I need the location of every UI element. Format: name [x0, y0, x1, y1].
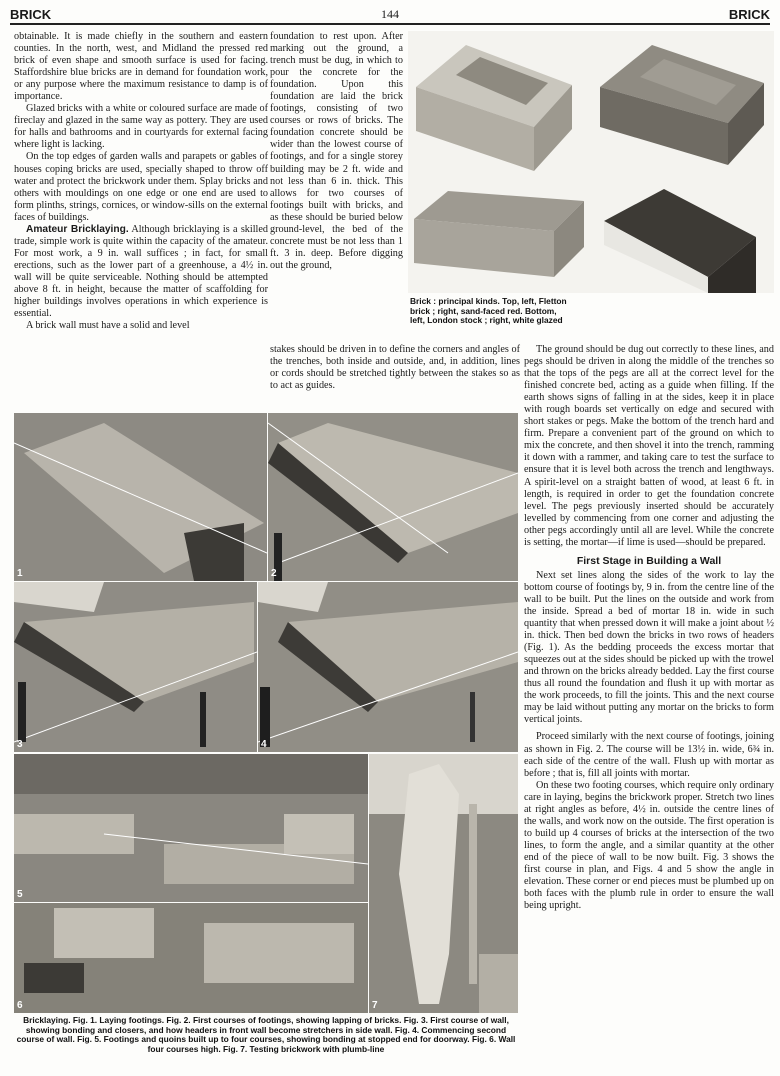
header-right-title: BRICK [728, 6, 770, 22]
column-1 [14, 31, 268, 332]
brick-photos [408, 31, 774, 293]
header-left-title: BRICK [10, 6, 52, 22]
panel-number: 2 [271, 568, 277, 579]
london-stock-brick-image [414, 191, 584, 277]
fig-1-laying-footings-photo [14, 413, 267, 581]
subheading-first-stage: First Stage in Building a Wall [576, 554, 722, 567]
sand-faced-red-brick-image [600, 45, 764, 165]
fig-2-first-courses-photo [268, 413, 518, 581]
paragraph: Proceed similarly with the next course of footings, joining as shown in Fig. 2. The course will be 13½ in. wide, 6¾ in. each side of the centre of the wall. Flush up with mortar as before ; that is, fill all joints with mortar. [524, 731, 774, 779]
paragraph: foundation to rest upon. After marking out the ground, a trench must be dug, in which to pour the concrete for the foundation. Upon this foundation are laid the brick footings, consisting of two courses or rows of bricks. The foundation concrete should be wider than the lowest course of footings, and for a single storey building may be 2 ft. wide and not less than 6 in. thick. This allows for two courses of footings built with bricks, and as these should be buried below ground-level, the bed of the concrete must be not less than 1 ft. 3 in. deep. Before digging out the ground, [270, 31, 403, 271]
running-header [10, 4, 770, 24]
page-number: 144 [381, 6, 399, 21]
section-heading-amateur-bricklaying: Amateur Bricklaying. [26, 223, 129, 235]
white-glazed-brick-image [604, 189, 756, 293]
brick-kinds-figure [408, 31, 774, 293]
fig-7-plumb-line-photo [369, 754, 518, 1013]
panel-number: 5 [17, 889, 23, 900]
column-2 [270, 31, 403, 272]
column-2-continuation [270, 344, 520, 392]
fletton-brick-image [416, 45, 572, 171]
paragraph: A brick wall must have a solid and level [26, 320, 190, 332]
header-rule [10, 23, 770, 25]
paragraph: Next set lines along the sides of the work to lay the bottom course of footings by, 9 in. from the centre line of the wall to be built. Put the lines on the outside and work from the inside. Spread a bed of mortar 18 in. wide in such quantity that when pressed down it will make a joint about ½ in. thick. Then bed down the bricks in two rows of headers (Fig. 1). As the bedding proceeds the excess mortar that squeezes out at the sides should be picked up with the trowel and thrown on the bricks already bedded. Lay the first course thus all round the foundation and flush it up with mortar as the work proceeds, to fill the joints. This and the next course may be laid without putting any mortar on the bricks to form vertical joints. [524, 569, 774, 726]
panel-number: 7 [372, 1000, 378, 1011]
fig-5-footings-and-quoins-photo [14, 754, 368, 902]
column-3 [524, 344, 774, 912]
paragraph: stakes should be driven in to define the corners and angles of the trenches, both inside and outside, and, in addition, lines or cords should be stretched tightly between the stakes so as to act as guides. [270, 344, 520, 392]
fig-4-second-course-photo [258, 582, 518, 752]
bricklaying-figure-caption: Bricklaying. Fig. 1. Laying footings. Fig. 2. First courses of footings, showing lapping of bricks. Fig. 3. First course of wall, showing bonding and closers, and how headers in front wall become stretchers in side wall. Fig. 4. Commencing second course of wall. Fig. 5. Footings and quoins built up to four courses, showing bonding at stopped end for doorway. Fig. 6. Wall four courses high. Fig. 7. Testing brickwork with plumb-line [16, 1015, 516, 1054]
fig-3-first-course-of-wall-photo [14, 582, 257, 752]
paragraph: obtainable. It is made chiefly in the southern and eastern counties. In the north, west, and Midland the pressed red brick of even shape and smooth surface is used for facing. Staffordshire blue bricks are in demand for foundation work, or any purpose where the maximum resistance to damp is of importance. [14, 31, 268, 103]
brick-figure-caption: Brick : principal kinds. Top, left, Fletton brick ; right, sand-faced red. Bottom, left, London stock ; right, white glazed [410, 296, 567, 326]
panel-number: 4 [261, 739, 267, 750]
panel-number: 3 [17, 739, 23, 750]
paragraph: The ground should be dug out correctly to these lines, and pegs should be driven in along the middle of the trenches so that the tops of the pegs are all at the correct level for the finished concrete bed, acting as a guide when filling. If the earth shows signs of falling in at the sides, keep it in place with rough boards set vertically on edge and secured with short stakes or pegs. Make the bottom of the trench hard and firm. Prepare a convenient part of the ground on which to mix the concrete, and then shovel it into the trench, ramming it down with a rammer, and taking care to test the surface to ensure that it is level both across the trench and lengthways. A spirit-level on a straight batten of wood, at least 6 ft. in length, is required in order to get the foundation concrete level. The pegs previously inserted should be accurately levelled by commencing from one corner and adjusting the other pegs accordingly until all are level. While the concrete is setting, the mortar—if lime is used—should be prepared. [524, 344, 774, 548]
paragraph: On these two footing courses, which require only ordinary care in laying, begins the brickwork proper. Stretch two lines at right angles as before, 4½ in. outside the centre lines of the walls, and work now on the outside. The first operation is to build up 4 courses of bricks at the intersection of the two lines, to form the angle, and a similar quantity at the other end of the piece of wall to be now built. Fig. 3 shows the first course in plan, and Figs. 4 and 5 show the angle in elevation. These corner or end pieces must be plumbed up on both faces with the plumb rule in order to ensure the wall being upright. [524, 779, 774, 912]
panel-number: 1 [17, 568, 23, 579]
panel-number: 6 [17, 1000, 23, 1011]
paragraph: On the top edges of garden walls and parapets or gables of houses coping bricks are used, specially shaped to throw off water and protect the brickwork under them. Splay bricks and others with mouldings on one edge or one end are used to form plinths, strings, cornices, or window-sills on the external faces of buildings. [14, 151, 268, 223]
fig-6-wall-four-courses-photo [14, 903, 368, 1013]
paragraph: Glazed bricks with a white or coloured surface are made of fireclay and glazed in the same way as pottery. They are used for halls and bathrooms and in courtyards for external facing where light is lacking. [14, 103, 268, 151]
paragraph: Amateur Bricklaying. Although bricklaying is a skilled trade, simple work is quite within the capacity of the amateur. For most work, a 9 in. wall suffices ; in fact, for small erections, such as the lower part of a greenhouse, a 4½ in. wall will be quite serviceable. Nothing should be attempted above 8 ft. in height, because the matter of scaffolding for higher buildings involves operations in which experience is essential. [14, 223, 268, 320]
